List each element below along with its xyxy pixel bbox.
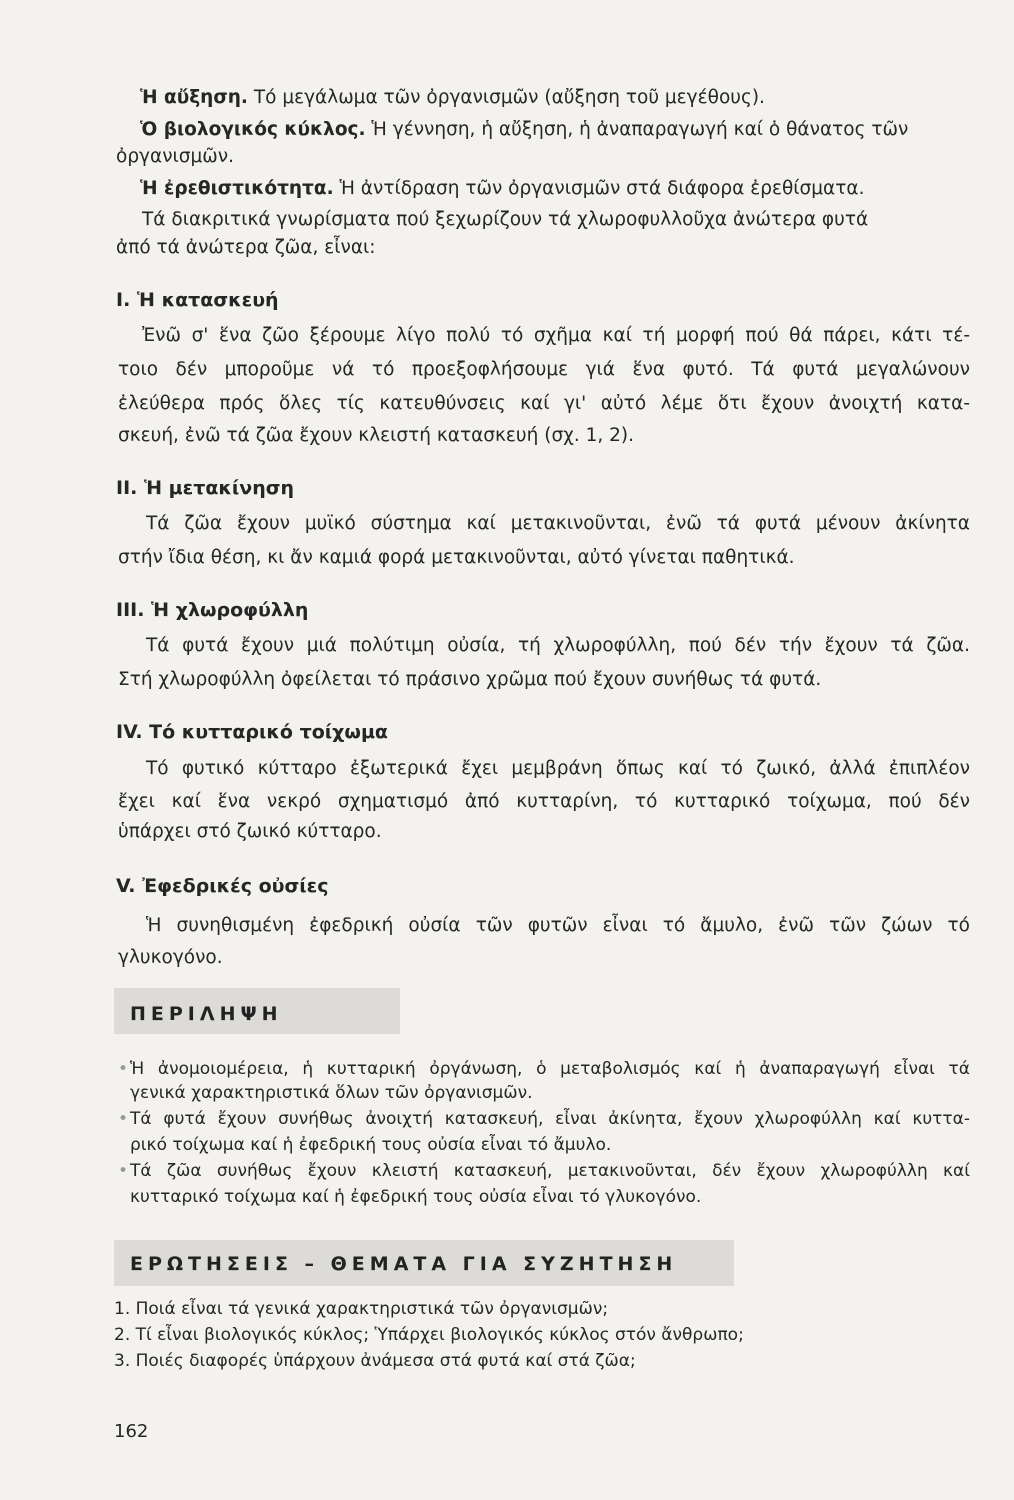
summary-bullet: • Τά φυτά ἔχουν συνήθως ἀνοιχτή κατασκευή, εἶναι ἀκίνητα, ἔχουν χλωροφύλλη καί κυττα-: [118, 1108, 970, 1130]
paragraph-line: Τά φυτά ἔχουν μιά πολύτιμη οὐσία, τή χλωροφύλλη, πού δέν τήν ἔχουν τά ζῶα.: [146, 635, 970, 656]
term-irritability: Ἡ ἐρεθιστικότητα.: [140, 178, 334, 199]
term-biological-cycle: Ὁ βιολογικός κύκλος.: [140, 119, 366, 140]
section-heading-cell-wall: IV. Τό κυτταρικό τοίχωμα: [116, 721, 388, 743]
paragraph-line: Τά ζῶα ἔχουν μυϊκό σύστημα καί μετακινοῦνται, ἐνῶ τά φυτά μένουν ἀκίνητα: [146, 513, 970, 534]
summary-bullet-continued: κυτταρικό τοίχωμα καί ἡ ἐφεδρική τους οὐσία εἶναι τό γλυκογόνο.: [130, 1187, 702, 1207]
section-heading-construction: I. Ἡ κατασκευή: [116, 289, 279, 311]
summary-bullet: • Τά ζῶα συνήθως ἔχουν κλειστή κατασκευή, μετακινοῦνται, δέν ἔχουν χλωροφύλλη καί: [118, 1160, 970, 1182]
summary-bullet-continued: γενικά χαρακτηριστικά ὅλων τῶν ὀργανισμῶν.: [130, 1083, 533, 1103]
paragraph-line: ἔχει καί ἕνα νεκρό σχηματισμό ἀπό κυτταρίνη, τό κυτταρικό τοίχωμα, πού δέν: [118, 791, 970, 812]
intro-line: ἀπό τά ἀνώτερα ζῶα, εἶναι:: [116, 237, 376, 258]
paragraph-line: Ἡ συνηθισμένη ἐφεδρική οὐσία τῶν φυτῶν εἶναι τό ἄμυλο, ἐνῶ τῶν ζώων τό: [146, 915, 970, 936]
section-heading-chlorophyll: III. Ἡ χλωροφύλλη: [116, 599, 309, 621]
summary-bullet-continued: ρικό τοίχωμα καί ἡ ἐφεδρική τους οὐσία εἶναι τό ἄμυλο.: [130, 1135, 612, 1155]
definition-growth-text: Τό μεγάλωμα τῶν ὀργανισμῶν (αὔξηση τοῦ μεγέθους).: [247, 87, 765, 108]
paragraph-line: γλυκογόνο.: [118, 947, 223, 968]
summary-bullet: • Ἡ ἀνομοιομέρεια, ἡ κυτταρική ὀργάνωση, ὁ μεταβολισμός καί ἡ ἀναπαραγωγή εἶναι τά: [118, 1058, 970, 1080]
section-heading-reserve-substances: V. Ἐφεδρικές οὐσίες: [116, 875, 329, 897]
definition-growth: [140, 86, 994, 110]
summary-title: ΠΕΡΙΛΗΨΗ: [130, 1003, 283, 1025]
questions-title: ΕΡΩΤΗΣΕΙΣ – ΘΕΜΑΤΑ ΓΙΑ ΣΥΖΗΤΗΣΗ: [130, 1253, 678, 1275]
question-item: 2. Τί εἶναι βιολογικός κύκλος; Ὑπάρχει βιολογικός κύκλος στόν ἄνθρωπο;: [114, 1325, 744, 1345]
paragraph-line: στήν ἴδια θέση, κι ἄν καμιά φορά μετακινοῦνται, αὐτό γίνεται παθητικά.: [118, 547, 795, 568]
section-heading-movement: II. Ἡ μετακίνηση: [116, 477, 295, 499]
definition-irritability: [140, 177, 994, 201]
paragraph-line: τοιο δέν μποροῦμε νά τό προεξοφλήσουμε γιά ἕνα φυτό. Τά φυτά μεγαλώνουν: [118, 359, 970, 380]
paragraph-line: ὑπάρχει στό ζωικό κύτταρο.: [118, 821, 382, 842]
question-item: 1. Ποιά εἶναι τά γενικά χαρακτηριστικά τῶν ὀργανισμῶν;: [114, 1299, 609, 1319]
intro-line: Τά διακριτικά γνωρίσματα πού ξεχωρίζουν τά χλωροφυλλοῦχα ἀνώτερα φυτά: [142, 209, 869, 230]
paragraph-line: σκευή, ἐνῶ τά ζῶα ἔχουν κλειστή κατασκευή (σχ. 1, 2).: [118, 425, 635, 446]
definition-cycle: [140, 118, 994, 142]
page-number: 162: [114, 1421, 149, 1442]
paragraph-line: ἐλεύθερα πρός ὅλες τίς κατευθύνσεις καί γι' αὐτό λέμε ὅτι ἔχουν ἀνοιχτή κατα-: [118, 393, 970, 414]
question-item: 3. Ποιές διαφορές ὑπάρχουν ἀνάμεσα στά φυτά καί στά ζῶα;: [114, 1351, 636, 1371]
term-growth: Ἡ αὔξηση.: [140, 87, 248, 108]
paragraph-line: Στή χλωροφύλλη ὀφείλεται τό πράσινο χρῶμα πού ἔχουν συνήθως τά φυτά.: [118, 669, 822, 690]
definition-irritability-text: Ἡ ἀντίδραση τῶν ὀργανισμῶν στά διάφορα ἐρεθίσματα.: [333, 178, 865, 199]
definition-cycle-text: Ἡ γέννηση, ἡ αὔξηση, ἡ ἀναπαραγωγή καί ὁ θάνατος τῶν: [365, 119, 909, 140]
paragraph-line: Τό φυτικό κύτταρο ἐξωτερικά ἔχει μεμβράνη ὅπως καί τό ζωικό, ἀλλά ἐπιπλέον: [146, 758, 970, 779]
definition-cycle-continued: ὀργανισμῶν.: [116, 146, 235, 167]
paragraph-line: Ἐνῶ σ' ἕνα ζῶο ξέρουμε λίγο πολύ τό σχῆμα καί τή μορφή πού θά πάρει, κάτι τέ-: [142, 325, 970, 346]
